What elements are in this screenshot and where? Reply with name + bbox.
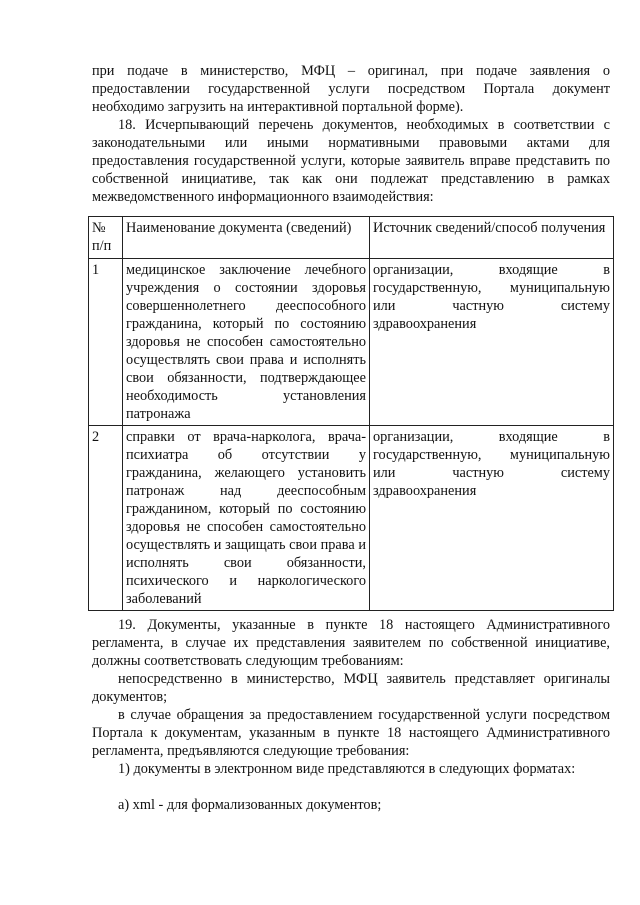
documents-table xyxy=(88,216,614,611)
paragraph-xml: а) xml - для формализованных документов; xyxy=(118,797,382,813)
row-source: организации, входящие в государственную, муниципальную или частную систему здравоохранения xyxy=(370,426,614,611)
header-source: Источник сведений/способ получения xyxy=(370,217,614,259)
row-document-name: медицинское заключение лечебного учреждения о состоянии здоровья совершеннолетнего дееспособного гражданина, который по состоянию здоровья не способен самостоятельно осуществлять свои права и исполнять свои обязанности, подтверждающее необходимость установления патронажа xyxy=(123,259,370,426)
header-number: № п/п xyxy=(89,217,123,259)
row-document-name: справки от врача-нарколога, врача-психиатра об отсутствии у гражданина, желающего установить патронаж над дееспособным гражданином, который по состоянию здоровья не способен самостоятельно осуществлять и защищать свои права и исполнять свои обязанности, психического и наркологического заболеваний xyxy=(123,426,370,611)
paragraph-continuation: при подаче в министерство, МФЦ – оригинал, при подаче заявления о предоставлении государственной услуги посредством Портала документ необходимо загрузить на интерактивной портальной форме). xyxy=(92,63,610,115)
paragraph-formats: 1) документы в электронном виде представляются в следующих форматах: xyxy=(118,761,576,777)
paragraph-18: 18. Исчерпывающий перечень документов, необходимых в соответствии с законодательными или иными нормативными правовыми актами для предоставления государственной услуги, которые заявитель вправе представить по собственной инициативе, так как они подлежат представлению в рамках межведомственного информационного взаимодействия: xyxy=(92,117,610,205)
paragraph-19: 19. Документы, указанные в пункте 18 настоящего Административного регламента, в случае их представления заявителем по собственной инициативе, должны соответствовать следующим требованиям: xyxy=(92,617,610,669)
paragraph-portal-submission: в случае обращения за предоставлением государственной услуги посредством Портала к документам, указанным в пункте 18 настоящего Административного регламента, предъявляются следующие требования: xyxy=(92,707,610,759)
row-number: 2 xyxy=(89,426,123,611)
table-row xyxy=(89,426,614,611)
table-row xyxy=(89,259,614,426)
row-source: организации, входящие в государственную, муниципальную или частную систему здравоохранения xyxy=(370,259,614,426)
row-number: 1 xyxy=(89,259,123,426)
paragraph-direct-submission: непосредственно в министерство, МФЦ заявитель представляет оригиналы документов; xyxy=(92,671,610,705)
header-document-name: Наименование документа (сведений) xyxy=(123,217,370,259)
table-header-row xyxy=(89,217,614,259)
